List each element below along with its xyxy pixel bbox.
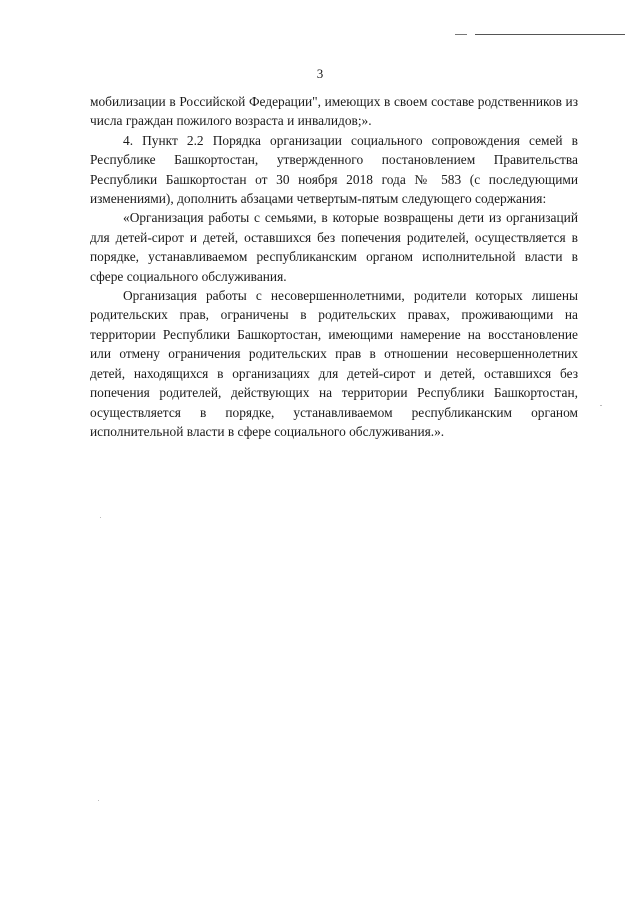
paragraph-quote-start: «Организация работы с семьями, в которые возвращены дети из организаций для детей-сирот и детей, оставшихся без попечения родителей, осуществляется в порядке, устанавливаемом республиканским органом исполнительной власти в сфере социального обслуживания.: [90, 210, 578, 284]
scan-speck: [600, 405, 602, 406]
paragraph-quote-end: Организация работы с несовершеннолетними, родители которых лишены родительских прав, ограничены в родительских правах, проживающими на территории Республики Башкортостан, имеющими намерение на восстановление или отмену ограничения родительских прав в отношении несовершеннолетних детей, находящихся в организациях для детей-сирот и детей, оставшихся без попечения родителей, действующих на территории Республики Башкортостан, осуществляется в порядке, устанавливаемом республиканским органом исполнительной власти в сфере социального обслуживания.».: [90, 288, 578, 439]
scan-speck: [100, 517, 101, 518]
scan-speck: [98, 800, 99, 801]
header-rule: [455, 34, 467, 35]
header-rule: [475, 34, 625, 35]
paragraph-continuation: мобилизации в Российской Федерации", имеющих в своем составе родственников из числа граждан пожилого возраста и инвалидов;».: [90, 94, 578, 129]
paragraph-item-4: 4. Пункт 2.2 Порядка организации социального сопровождения семей в Республике Башкортостан, утвержденного постановлением Правительства Республики Башкортостан от 30 ноября 2018 года № 583 (с последующими изменениями), дополнить абзацами четвертым-пятым следующего содержания:: [90, 132, 578, 207]
page-number: 3: [316, 66, 324, 81]
document-body: [90, 92, 578, 441]
